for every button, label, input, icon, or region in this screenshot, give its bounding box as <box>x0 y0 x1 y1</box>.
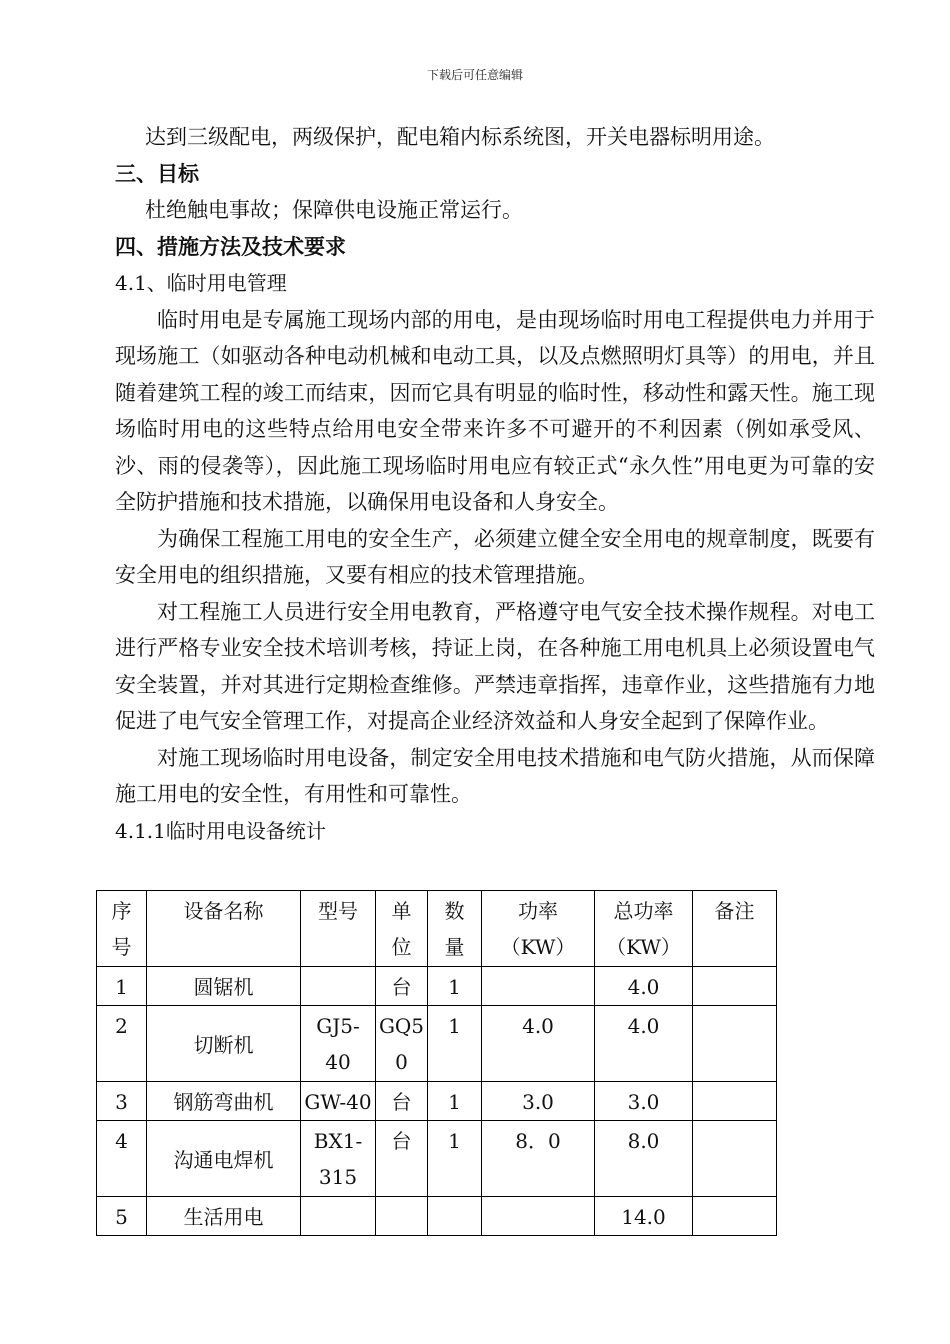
header-unit: 单 位 <box>376 891 428 967</box>
cell-qty: 1 <box>428 967 482 1006</box>
cell-power: 8．0 <box>482 1121 595 1197</box>
heading-measures: 四、措施方法及技术要求 <box>115 233 346 259</box>
cell-total: 8.0 <box>595 1121 693 1197</box>
cell-unit: 台 <box>376 1121 428 1197</box>
cell-power: 3.0 <box>482 1082 595 1121</box>
cell-model <box>301 1197 376 1236</box>
cell-unit: 台 <box>376 1082 428 1121</box>
cell-qty: 1 <box>428 1082 482 1121</box>
cell-note <box>693 1197 777 1236</box>
document-body <box>115 119 875 849</box>
cell-seq: 3 <box>97 1082 147 1121</box>
cell-unit: 台 <box>376 967 428 1006</box>
paragraph-safety-rules: 为确保工程施工用电的安全生产，必须建立健全安全用电的规章制度，既要有安全用电的组织措施，又要有相应的技术管理措施。 <box>115 526 875 587</box>
cell-model: GW-40 <box>301 1082 376 1121</box>
cell-name: 生活用电 <box>147 1197 301 1236</box>
table-header-row <box>97 891 777 967</box>
subheading-4-1-1: 4.1.1临时用电设备统计 <box>115 818 326 843</box>
cell-name: 钢筋弯曲机 <box>147 1082 301 1121</box>
header-model: 型号 <box>301 891 376 967</box>
cell-note <box>693 1121 777 1197</box>
heading-goals: 三、目标 <box>115 160 199 186</box>
cell-seq: 4 <box>97 1121 147 1197</box>
cell-model: BX1- 315 <box>301 1121 376 1197</box>
cell-qty: 1 <box>428 1006 482 1082</box>
subheading-4-1: 4.1、临时用电管理 <box>115 271 287 295</box>
paragraph-temporary-power: 临时用电是专属施工现场内部的用电，是由现场临时用电工程提供电力并用于现场施工（如驱动各种电动机械和电动工具，以及点燃照明灯具等）的用电，并且随着建筑工程的竣工而结束，因而它具有明显的临时性，移动性和露天性。施工现场临时用电的这些特点给用电安全带来许多不可避开的不利因素（例如承受风、沙、雨的侵袭等），因此施工现场临时用电应有较正式“永久性”用电更为可靠的安全防护措施和技术措施，以确保用电设备和人身安全。 <box>115 307 875 514</box>
paragraph-training: 对工程施工人员进行安全用电教育，严格遵守电气安全技术操作规程。对电工进行严格专业安全技术培训考核，持证上岗，在各种施工用电机具上必须设置电气安全装置，并对其进行定期检查维修。严禁违章指挥，违章作业，这些措施有力地促进了电气安全管理工作，对提高企业经济效益和人身安全起到了保障作业。 <box>115 599 875 733</box>
table-row <box>97 1082 777 1121</box>
table-row <box>97 1197 777 1236</box>
cell-note <box>693 967 777 1006</box>
cell-model: GJ5- 40 <box>301 1006 376 1082</box>
cell-qty: 1 <box>428 1121 482 1197</box>
paragraph-distribution: 达到三级配电，两级保护，配电箱内标系统图，开关电器标明用途。 <box>145 125 775 149</box>
header-name: 设备名称 <box>147 891 301 967</box>
cell-seq: 2 <box>97 1006 147 1082</box>
cell-power <box>482 1197 595 1236</box>
cell-total: 3.0 <box>595 1082 693 1121</box>
cell-power <box>482 967 595 1006</box>
page-header: 下载后可任意编辑 <box>426 68 523 82</box>
cell-total: 4.0 <box>595 967 693 1006</box>
cell-name: 沟通电焊机 <box>147 1121 301 1197</box>
cell-unit: GQ5 0 <box>376 1006 428 1082</box>
paragraph-goals: 杜绝触电事故；保障供电设施正常运行。 <box>145 198 523 222</box>
cell-total: 14.0 <box>595 1197 693 1236</box>
paragraph-fire-measures: 对施工现场临时用电设备，制定安全用电技术措施和电气防火措施，从而保障施工用电的安全性，有用性和可靠性。 <box>115 745 875 806</box>
cell-name: 圆锯机 <box>147 967 301 1006</box>
cell-name: 切断机 <box>147 1006 301 1082</box>
cell-seq: 1 <box>97 967 147 1006</box>
cell-total: 4.0 <box>595 1006 693 1082</box>
header-qty: 数 量 <box>428 891 482 967</box>
header-power: 功率 （KW） <box>482 891 595 967</box>
header-seq: 序 号 <box>97 891 147 967</box>
cell-note <box>693 1006 777 1082</box>
cell-qty <box>428 1197 482 1236</box>
header-note: 备注 <box>693 891 777 967</box>
cell-note <box>693 1082 777 1121</box>
cell-seq: 5 <box>97 1197 147 1236</box>
cell-unit <box>376 1197 428 1236</box>
cell-power: 4.0 <box>482 1006 595 1082</box>
header-total-power: 总功率 （KW） <box>595 891 693 967</box>
equipment-table <box>96 890 777 1236</box>
table-row <box>97 1006 777 1082</box>
cell-model <box>301 967 376 1006</box>
table-row <box>97 1121 777 1197</box>
table-row <box>97 967 777 1006</box>
